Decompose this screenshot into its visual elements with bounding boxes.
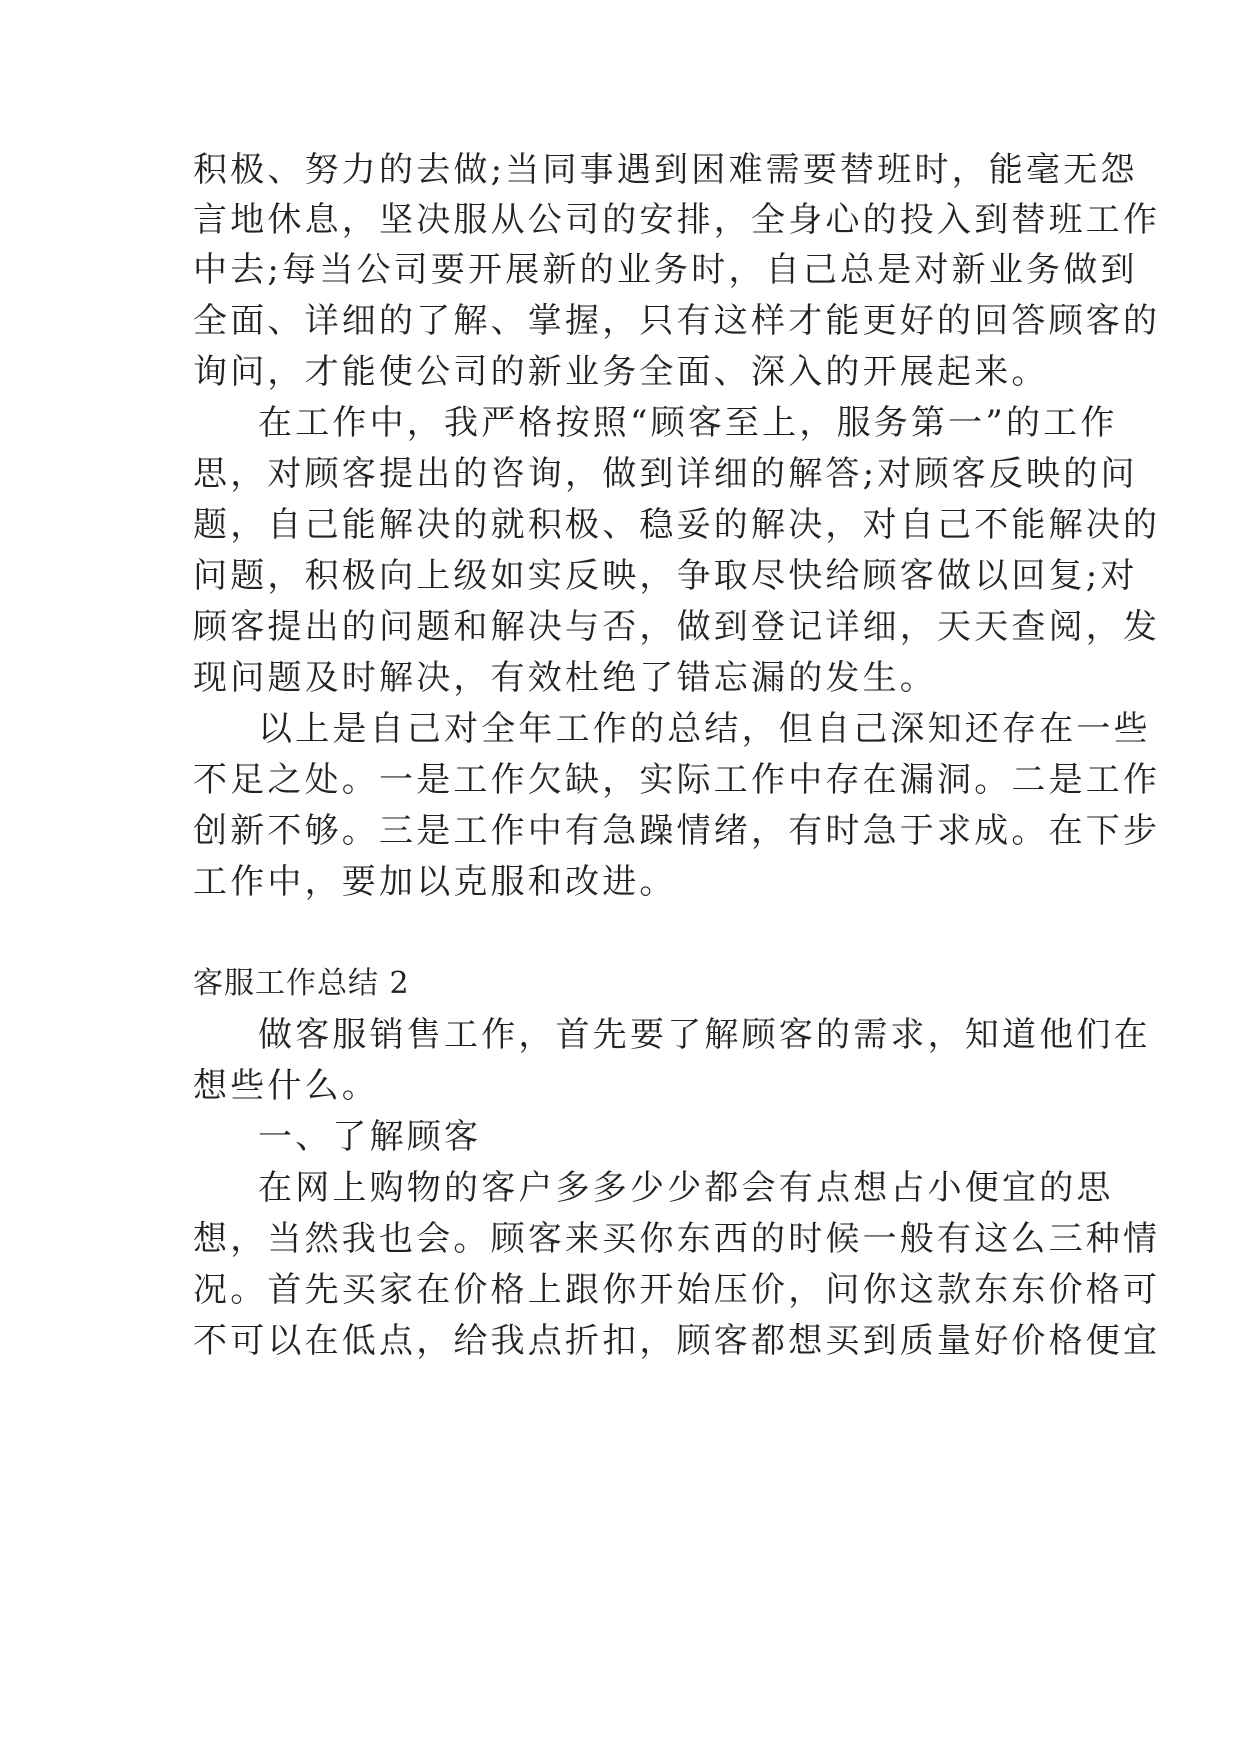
body-text-line: 言地休息，坚决服从公司的安排，全身心的投入到替班工作	[193, 200, 1161, 240]
body-text-line: 现问题及时解决，有效杜绝了错忘漏的发生。	[193, 658, 937, 698]
body-text-line: 以上是自己对全年工作的总结，但自己深知还存在一些	[258, 709, 1151, 749]
body-text-line: 积极、努力的去做;当同事遇到困难需要替班时，能毫无怨	[193, 150, 1138, 190]
body-text-line: 不足之处。一是工作欠缺，实际工作中存在漏洞。二是工作	[193, 760, 1161, 800]
body-text-line: 问题，积极向上级如实反映，争取尽快给顾客做以回复;对	[193, 556, 1138, 596]
body-text-line: 顾客提出的问题和解决与否，做到登记详细，天天查阅，发	[193, 607, 1161, 647]
body-text-line: 询问，才能使公司的新业务全面、深入的开展起来。	[193, 352, 1049, 392]
body-text-line: 在网上购物的客户多多少少都会有点想占小便宜的思	[258, 1168, 1114, 1208]
body-text-line: 想些什么。	[193, 1066, 379, 1106]
body-text-line: 在工作中，我严格按照“顾客至上，服务第一”的工作	[258, 403, 1118, 443]
body-text-line: 况。首先买家在价格上跟你开始压价，问你这款东东价格可	[193, 1270, 1161, 1310]
body-text-line: 思，对顾客提出的咨询，做到详细的解答;对顾客反映的问	[193, 454, 1138, 494]
body-text-line: 中去;每当公司要开展新的业务时，自己总是对新业务做到	[193, 250, 1138, 290]
body-text-line: 工作中，要加以克服和改进。	[193, 862, 677, 902]
body-text-line: 创新不够。三是工作中有急躁情绪，有时急于求成。在下步	[193, 811, 1161, 851]
body-text-line: 不可以在低点，给我点折扣，顾客都想买到质量好价格便宜	[193, 1321, 1161, 1361]
body-text-line: 全面、详细的了解、掌握，只有这样才能更好的回答顾客的	[193, 301, 1161, 341]
body-text-line: 想，当然我也会。顾客来买你东西的时候一般有这么三种情	[193, 1219, 1161, 1259]
subheading: 一、了解顾客	[258, 1117, 482, 1157]
body-text-line: 题，自己能解决的就积极、稳妥的解决，对自己不能解决的	[193, 505, 1161, 545]
section-heading: 客服工作总结 2	[193, 966, 410, 1001]
body-text-line: 做客服销售工作，首先要了解顾客的需求，知道他们在	[258, 1015, 1151, 1055]
